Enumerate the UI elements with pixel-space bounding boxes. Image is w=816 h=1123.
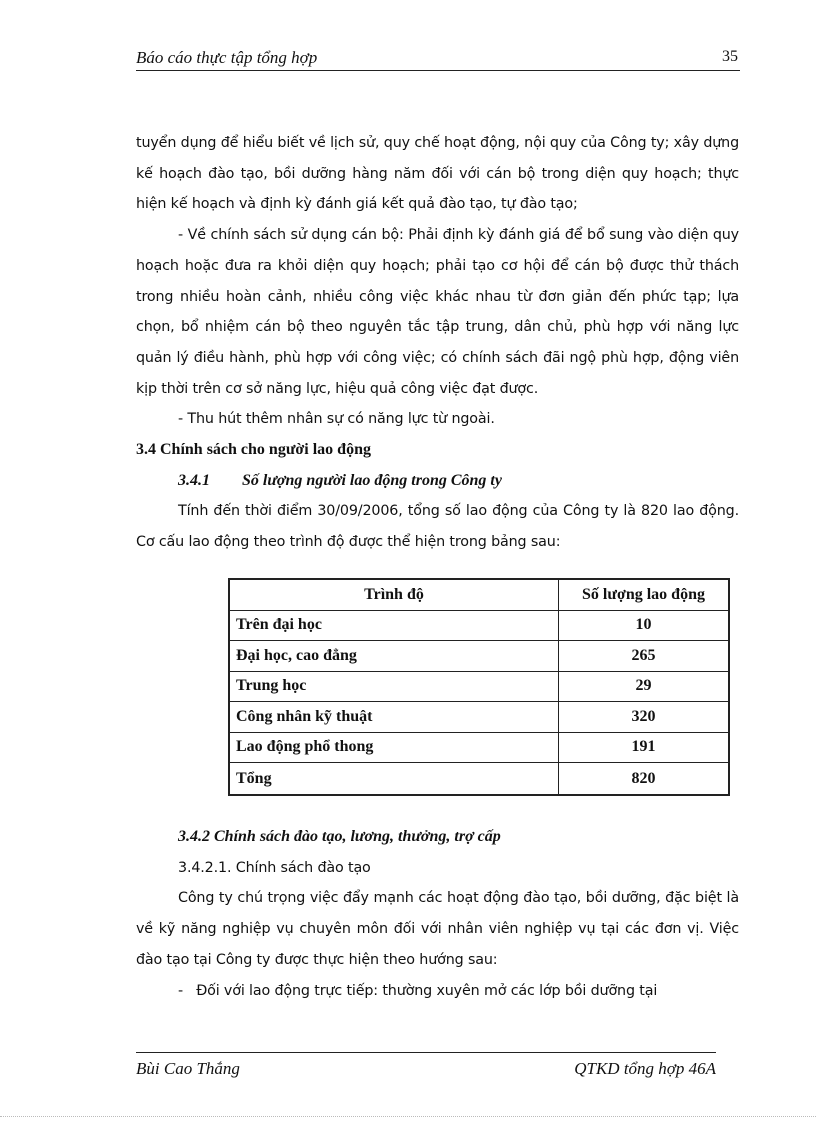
subsection-heading-3-4-1 xyxy=(136,466,739,497)
paragraph: Công ty chú trọng việc đẩy mạnh các hoạt động đào tạo, bồi dưỡng, đặc biệt là về kỹ năng nghiệp vụ chuyên môn đối với nhân viên nghiệp vụ tại các đơn vị. Việc đào tạo tại Công ty được thực hiện theo hướng sau: xyxy=(136,890,739,968)
subsection-number: 3.4.1 xyxy=(178,471,210,489)
table-row xyxy=(229,610,729,641)
table-row xyxy=(229,671,729,702)
table-total-row xyxy=(229,763,729,796)
page-header xyxy=(136,46,740,71)
column-header: Số lượng lao động xyxy=(559,579,730,610)
table-header-row xyxy=(229,579,729,610)
table-row xyxy=(229,702,729,733)
total-label-cell: Tổng xyxy=(229,763,559,796)
count-cell: 10 xyxy=(559,610,730,641)
workforce-table xyxy=(228,578,730,796)
paragraph: - Thu hút thêm nhân sự có năng lực từ ngoài. xyxy=(178,411,495,428)
page-footer xyxy=(136,1052,716,1083)
column-header: Trình độ xyxy=(229,579,559,610)
table-row xyxy=(229,732,729,763)
section-heading-3-4-2: 3.4.2 Chính sách đào tạo, lương, thưởng, trợ cấp xyxy=(178,828,501,845)
subsection-heading-3-4-2-1: 3.4.2.1. Chính sách đào tạo xyxy=(178,859,371,876)
bullet-paragraph: - Đối với lao động trực tiếp: thường xuyên mở các lớp bồi dưỡng tại xyxy=(178,982,658,999)
level-cell: Trên đại học xyxy=(229,610,559,641)
footer-class: QTKD tổng hợp 46A xyxy=(574,1059,716,1078)
paragraph: - Về chính sách sử dụng cán bộ: Phải định kỳ đánh giá để bổ sung vào diện quy hoạch hoặc đưa ra khỏi diện quy hoạch; phải tạo cơ hội để cán bộ được thử thách trong nhiều hoàn cảnh, nhiều công việc khác nhau từ đơn giản đến phức tạp; lựa chọn, bổ nhiệm cán bộ theo nguyên tắc tập trung, dân chủ, phù hợp với năng lực quản lý điều hành, phù hợp với công việc; có chính sách đãi ngộ phù hợp, động viên kịp thời trên cơ sở năng lực, hiệu quả công việc đạt được. xyxy=(136,227,739,397)
level-cell: Lao động phổ thong xyxy=(229,732,559,763)
page-bottom-divider xyxy=(0,1116,816,1117)
paragraph: Tính đến thời điểm 30/09/2006, tổng số lao động của Công ty là 820 lao động. Cơ cấu lao động theo trình độ được thể hiện trong bảng sau: xyxy=(136,503,739,551)
footer-author: Bùi Cao Thắng xyxy=(136,1059,240,1078)
page-number: 35 xyxy=(722,48,738,65)
level-cell: Trung học xyxy=(229,671,559,702)
section-heading-3-4: 3.4 Chính sách cho người lao động xyxy=(136,441,371,459)
body-text-bottom xyxy=(136,822,739,1006)
level-cell: Đại học, cao đẳng xyxy=(229,641,559,672)
table-row xyxy=(229,641,729,672)
count-cell: 191 xyxy=(559,732,730,763)
paragraph: tuyển dụng để hiểu biết về lịch sử, quy chế hoạt động, nội quy của Công ty; xây dựng kế hoạch đào tạo, bồi dưỡng hàng năm đối với cán bộ trong diện quy hoạch; thực hiện kế hoạch và định kỳ đánh giá kết quả đào tạo, tự đào tạo; xyxy=(136,135,739,213)
body-text-top xyxy=(136,128,739,558)
level-cell: Công nhân kỹ thuật xyxy=(229,702,559,733)
report-title: Báo cáo thực tập tổng hợp xyxy=(136,48,318,67)
subsection-title: Số lượng người lao động trong Công ty xyxy=(242,471,502,489)
total-count-cell: 820 xyxy=(559,763,730,796)
count-cell: 320 xyxy=(559,702,730,733)
count-cell: 265 xyxy=(559,641,730,672)
count-cell: 29 xyxy=(559,671,730,702)
